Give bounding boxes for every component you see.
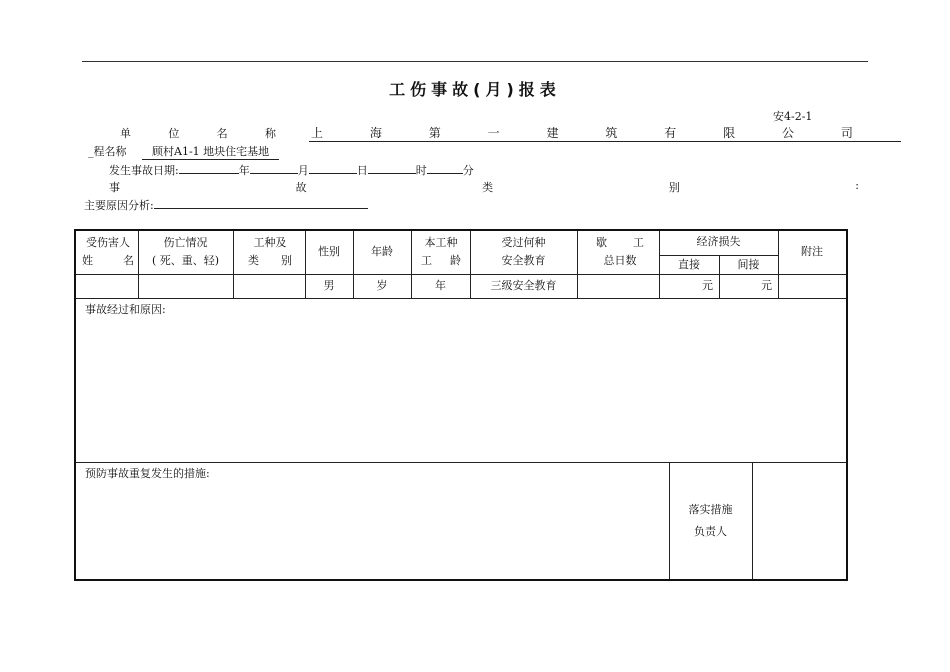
row-direct-unit: 元 xyxy=(702,279,713,292)
measures-label: 预防事故重复发生的措施: xyxy=(85,467,210,480)
month-blank xyxy=(250,161,298,174)
row-tenure-unit: 年 xyxy=(435,279,446,292)
hdr-loss-direct: 直接 xyxy=(678,258,700,271)
date-row: 发生事故日期: 年 月 日 时 分 xyxy=(109,161,474,178)
minute-blank xyxy=(427,161,463,174)
form-code: 安4-2-1 xyxy=(773,110,813,123)
row-age-unit: 岁 xyxy=(376,279,388,292)
project-value: 顾村A1-1 地块住宅基地 xyxy=(142,143,279,160)
responsible-label: 落实措施 负责人 xyxy=(688,503,733,538)
category-row: 事 故 类 别 : xyxy=(109,179,859,194)
project-label: _程名称 xyxy=(88,145,127,158)
cause-blank xyxy=(154,196,368,209)
hdr-age: 年龄 xyxy=(371,245,393,258)
project-row xyxy=(88,143,279,160)
cause-row xyxy=(84,196,368,213)
row-gender: 男 xyxy=(323,279,335,292)
hdr-loss-indirect: 间接 xyxy=(737,258,760,271)
hour-blank xyxy=(368,161,416,174)
year-blank xyxy=(179,161,239,174)
top-rule xyxy=(82,61,868,62)
hdr-injury: 伤亡情况 ( 死、重、轻) xyxy=(151,236,220,267)
hdr-remark: 附注 xyxy=(801,245,823,258)
hdr-victim: 受伤害人 姓 名 xyxy=(82,236,134,267)
hdr-gender: 性别 xyxy=(318,245,340,258)
page-title: 工伤事故(月)报表 xyxy=(389,80,561,99)
vline-10 xyxy=(778,231,779,298)
hdr-worktype: 工种及 类 别 xyxy=(248,236,292,267)
vline-responsible xyxy=(752,462,753,579)
line-row-bottom xyxy=(76,298,846,299)
hdr-tenure: 本工种 工 龄 xyxy=(421,236,461,267)
row-indirect-unit: 元 xyxy=(761,279,772,292)
date-label: 发生事故日期: xyxy=(109,164,179,177)
row-education: 三级安全教育 xyxy=(490,279,557,292)
hdr-education: 受过何种 安全教育 xyxy=(501,236,546,267)
vline-2 xyxy=(233,231,234,298)
unit-value: 上 海 第 一 建 筑 有 限 公 司 xyxy=(309,124,901,142)
vline-7 xyxy=(577,231,578,298)
line-header-bottom xyxy=(76,274,846,275)
process-label: 事故经过和原因: xyxy=(85,303,166,316)
report-table xyxy=(74,229,848,581)
day-blank xyxy=(309,161,357,174)
hdr-economic-loss: 经济损失 xyxy=(696,235,741,248)
line-process-bottom xyxy=(76,462,846,463)
unit-label: 单 位 名 称 xyxy=(120,127,276,140)
cause-label: 主要原因分析: xyxy=(84,199,154,212)
hdr-lost-days: 歇 工 总日数 xyxy=(596,236,644,267)
